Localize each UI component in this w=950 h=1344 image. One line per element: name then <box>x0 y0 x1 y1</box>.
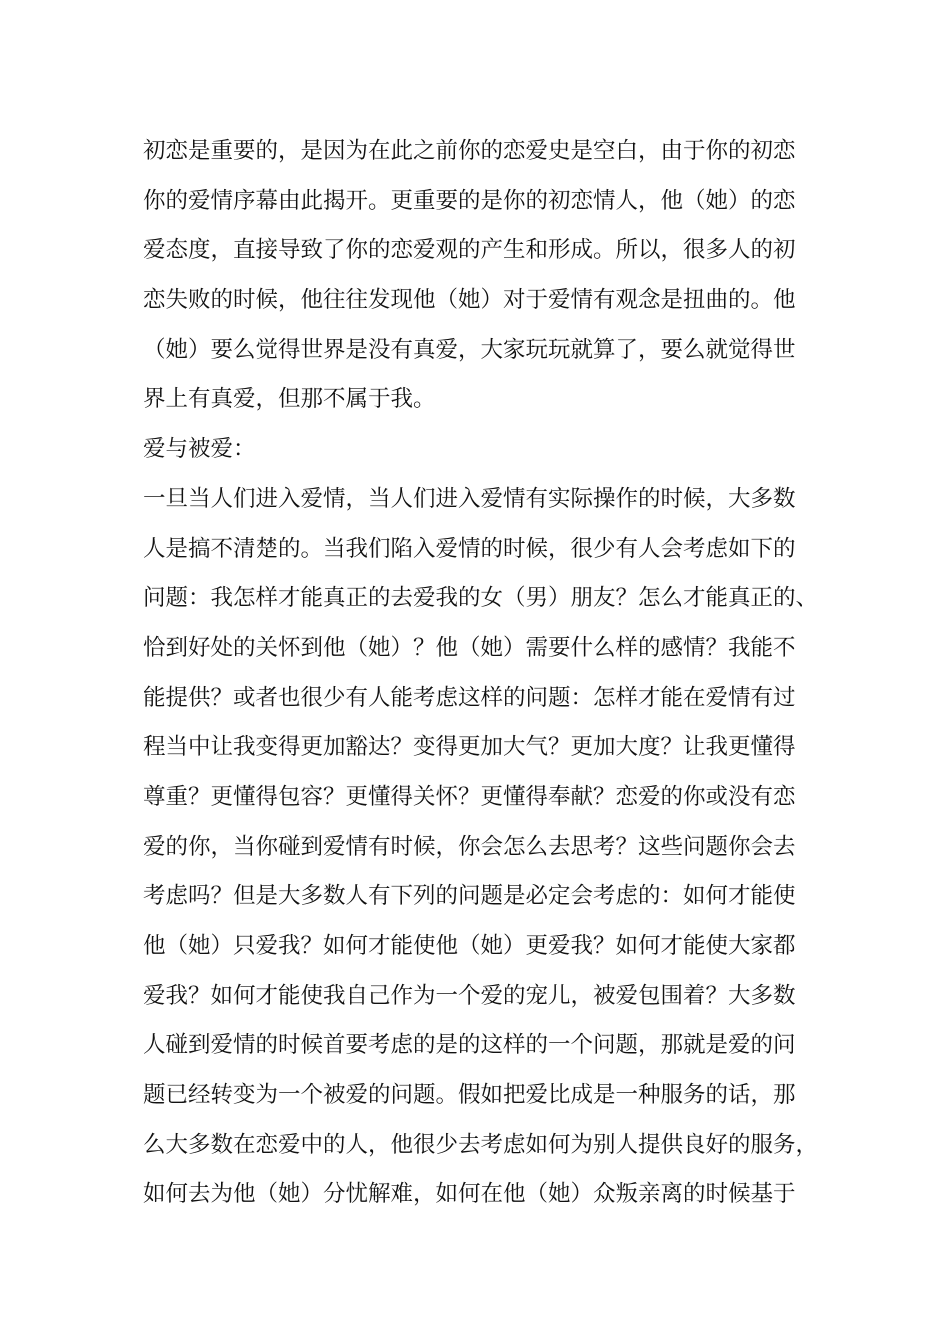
text-line: 一旦当人们进入爱情，当人们进入爱情有实际操作的时候，大多数 <box>143 485 796 512</box>
text-line: 考虑吗？但是大多数人有下列的问题是必定会考虑的：如何才能使 <box>143 883 796 910</box>
text-line: 他（她）只爱我？如何才能使他（她）更爱我？如何才能使大家都 <box>143 933 796 959</box>
text-line: 初恋是重要的，是因为在此之前你的恋爱史是空白，由于你的初恋 <box>143 138 796 164</box>
text-line: 如何去为他（她）分忧解难，如何在他（她）众叛亲离的时候基于 <box>143 1181 796 1208</box>
text-line: 你的爱情序幕由此揭开。更重要的是你的初恋情人，他（她）的恋 <box>143 187 796 214</box>
paragraph-love-in-practice <box>143 475 823 1220</box>
text-line: 人碰到爱情的时候首要考虑的是的这样的一个问题，那就是爱的问 <box>143 1032 796 1059</box>
text-line: 爱我？如何才能使我自己作为一个爱的宠儿，被爱包围着？大多数 <box>143 982 796 1009</box>
text-line: 程当中让我变得更加豁达？变得更加大气？更加大度？让我更懂得 <box>143 734 796 761</box>
text-line: 尊重？更懂得包容？更懂得关怀？更懂得奉献？恋爱的你或没有恋 <box>143 783 796 810</box>
paragraph-first-love <box>143 127 823 425</box>
text-line: 问题：我怎样才能真正的去爱我的女（男）朋友？怎么才能真正的、 <box>143 585 819 612</box>
text-line: 爱态度，直接导致了你的恋爱观的产生和形成。所以，很多人的初 <box>143 237 796 264</box>
text-line: 恋失败的时候，他往往发现他（她）对于爱情有观念是扭曲的。他 <box>143 287 796 314</box>
text-line: 界上有真爱，但那不属于我。 <box>143 386 436 413</box>
text-line: 么大多数在恋爱中的人，他很少去考虑如何为别人提供良好的服务， <box>143 1131 819 1158</box>
text-line: （她）要么觉得世界是没有真爱，大家玩玩就算了，要么就觉得世 <box>143 336 796 363</box>
text-line: 爱的你，当你碰到爱情有时候，你会怎么去思考？这些问题你会去 <box>143 833 796 860</box>
text-line: 能提供？或者也很少有人能考虑这样的问题：怎样才能在爱情有过 <box>143 684 796 711</box>
document-body <box>143 127 823 1220</box>
heading-love-and-being-loved: 爱与被爱： <box>143 436 256 463</box>
text-line: 恰到好处的关怀到他（她）？他（她）需要什么样的感情？我能不 <box>143 634 796 661</box>
text-line: 人是搞不清楚的。当我们陷入爱情的时候，很少有人会考虑如下的 <box>143 535 796 562</box>
section-heading <box>143 425 823 475</box>
text-line: 题已经转变为一个被爱的问题。假如把爱比成是一种服务的话，那 <box>143 1082 796 1109</box>
